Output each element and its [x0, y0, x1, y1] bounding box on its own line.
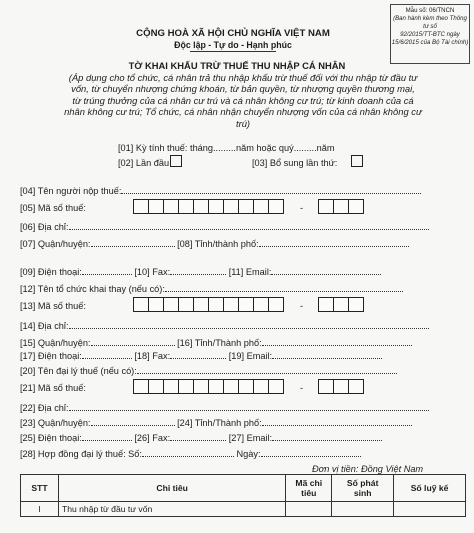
agency-contract-date-label: Ngày: — [236, 449, 261, 459]
tax-agent-line[interactable] — [137, 365, 397, 374]
tax-agent-address-line[interactable] — [69, 402, 429, 411]
address-label: [06] Địa chỉ: — [20, 222, 69, 232]
agent-district-label: [15] Quận/huyện: — [20, 338, 91, 348]
header-stt: STT — [21, 475, 59, 502]
tax-agent-province-line[interactable] — [262, 417, 412, 426]
agent-address-line[interactable] — [69, 320, 429, 329]
address-row[interactable] — [20, 221, 429, 232]
table-header-row — [21, 475, 466, 502]
national-motto: Độc lập - Tự do - Hạnh phúc — [174, 40, 292, 50]
tax-code-label: [05] Mã số thuế: — [20, 203, 86, 213]
form-code: Mẫu số: 06/TNCN — [405, 7, 455, 14]
tax-code-branch-cells[interactable] — [318, 199, 363, 214]
taxpayer-name-line[interactable] — [121, 185, 421, 194]
tax-agent-email-label: [27] Email: — [228, 433, 273, 443]
header-arising-line-1: Số phát — [346, 478, 379, 488]
tax-agent-address-row[interactable] — [20, 402, 429, 413]
row-cumulative-cell[interactable] — [394, 502, 466, 517]
agent-province-line[interactable] — [262, 337, 412, 346]
tax-period-field[interactable]: [01] Kỳ tính thuế: tháng.........năm hoặc quý.........năm — [118, 143, 335, 153]
header-cumulative: Số luỹ kế — [394, 475, 466, 502]
form-code-note-3: 15/6/2015 của Bộ Tài chính) — [391, 39, 469, 47]
agency-contract-number-label: [28] Hợp đồng đại lý thuế: Số: — [20, 449, 142, 459]
applicability-line-1: (Áp dụng cho tổ chức, cá nhân trả thu nhập khấu trừ thuế đối với thu nhập từ đầu tư — [68, 72, 418, 83]
agent-org-line[interactable] — [165, 283, 403, 292]
agent-tax-code-cells[interactable] — [133, 297, 283, 312]
currency-unit-note: Đơn vị tiền: Đồng Việt Nam — [312, 464, 424, 474]
agent-address-label: [14] Địa chỉ: — [20, 321, 69, 331]
district-line[interactable] — [91, 238, 175, 247]
agent-org-row[interactable] — [20, 283, 403, 294]
applicability-line-3: từ trúng thưởng của cá nhân cư trú và cá nhân không cư trú; từ kinh doanh của cá — [72, 94, 414, 106]
applicability-note — [20, 72, 466, 129]
country-name: CỘNG HOÀ XÃ HỘI CHỦ NGHĨA VIỆT NAM — [136, 28, 330, 39]
phone-label: [09] Điện thoại: — [20, 267, 82, 277]
email-line[interactable] — [271, 266, 381, 275]
header-indicator: Chỉ tiêu — [58, 475, 285, 502]
row-code-cell[interactable] — [286, 502, 332, 517]
supplement-label: [03] Bổ sung lần thứ: — [252, 158, 338, 168]
tax-agent-code-label: [21] Mã số thuế: — [20, 383, 86, 393]
indicator-table — [20, 474, 466, 517]
header-arising-line-2: sinh — [353, 488, 372, 498]
form-code-note-2: 92/2015/TT-BTC ngày — [400, 31, 460, 39]
tax-agent-address-label: [22] Địa chỉ: — [20, 403, 69, 413]
tax-agent-fax-line[interactable] — [170, 432, 226, 441]
agent-fax-line[interactable] — [170, 350, 226, 359]
tax-code-dash: - — [300, 203, 304, 213]
taxpayer-name-row[interactable] — [20, 185, 421, 196]
tax-agent-fax-label: [26] Fax: — [134, 433, 171, 443]
address-line[interactable] — [69, 221, 429, 230]
first-time-checkbox[interactable] — [170, 155, 182, 167]
header-code-line-2: tiêu — [301, 488, 317, 498]
agent-district-row[interactable] — [20, 337, 412, 348]
agent-address-row[interactable] — [20, 320, 429, 331]
agent-contact-row[interactable] — [20, 350, 382, 361]
agent-tax-code-dash: - — [300, 301, 304, 311]
row-arising-cell[interactable] — [332, 502, 394, 517]
agent-fax-label: [18] Fax: — [134, 351, 171, 361]
supplement-checkbox[interactable] — [351, 155, 363, 167]
header-code-line-1: Mã chỉ — [295, 478, 323, 488]
row-stt: I — [21, 502, 59, 517]
agency-contract-date-line[interactable] — [261, 448, 361, 457]
applicability-line-2: vốn, từ chuyển nhượng chứng khoán, từ bản quyền, từ nhượng quyền thương mại, — [71, 83, 415, 95]
header-arising — [332, 475, 394, 502]
header-indicator-code — [286, 475, 332, 502]
tax-agent-code-dash: - — [300, 383, 304, 393]
province-label: [08] Tỉnh/thành phố: — [177, 239, 259, 249]
agency-contract-number-line[interactable] — [142, 448, 234, 457]
agent-province-label: [16] Tỉnh/Thành phố: — [177, 338, 262, 348]
applicability-line-5: trú) — [235, 117, 251, 129]
form-code-note-1: (Ban hành kèm theo Thông tư số — [393, 15, 467, 31]
tax-agent-district-line[interactable] — [91, 417, 175, 426]
table-row — [21, 502, 466, 517]
tax-agent-row[interactable] — [20, 365, 397, 376]
applicability-line-4: nhân không cư trú; Tổ chức, cá nhân nhận chuyển nhượng vốn của cá nhân không cư — [64, 106, 422, 118]
tax-agent-contact-row[interactable] — [20, 432, 382, 443]
agent-email-line[interactable] — [272, 350, 382, 359]
tax-code-cells[interactable] — [133, 199, 283, 214]
tax-agent-code-branch-cells[interactable] — [318, 379, 363, 394]
tax-agent-province-label: [24] Tỉnh/Thành phố: — [177, 418, 262, 428]
tax-agent-district-row[interactable] — [20, 417, 412, 428]
motto-underline — [190, 51, 276, 52]
fax-label: [10] Fax: — [134, 267, 171, 277]
email-label: [11] Email: — [228, 267, 272, 277]
contact-row[interactable] — [20, 266, 381, 277]
form-code-box — [390, 4, 470, 64]
phone-line[interactable] — [82, 266, 132, 275]
agency-contract-row[interactable] — [20, 448, 361, 459]
row-indicator: Thu nhập từ đầu tư vốn — [58, 502, 285, 517]
agent-email-label: [19] Email: — [228, 351, 273, 361]
fax-line[interactable] — [170, 266, 226, 275]
first-time-label: [02] Lần đầu — [118, 158, 170, 168]
tax-agent-label: [20] Tên đại lý thuế (nếu có): — [20, 366, 137, 376]
agent-tax-code-label: [13] Mã số thuế: — [20, 301, 86, 311]
agent-tax-code-branch-cells[interactable] — [318, 297, 363, 312]
agent-district-line[interactable] — [91, 337, 175, 346]
tax-agent-phone-line[interactable] — [82, 432, 132, 441]
tax-agent-phone-label: [25] Điện thoại: — [20, 433, 82, 443]
agent-org-label: [12] Tên tổ chức khai thay (nếu có): — [20, 284, 165, 294]
district-label: [07] Quận/huyện: — [20, 239, 91, 249]
tax-agent-district-label: [23] Quận/huyện: — [20, 418, 91, 428]
province-line[interactable] — [259, 238, 409, 247]
taxpayer-name-label: [04] Tên người nộp thuế: — [20, 186, 122, 196]
district-province-row[interactable] — [20, 238, 409, 249]
agent-phone-line[interactable] — [82, 350, 132, 359]
tax-agent-email-line[interactable] — [272, 432, 382, 441]
tax-agent-code-cells[interactable] — [133, 379, 283, 394]
agent-phone-label: [17] Điện thoại: — [20, 351, 82, 361]
form-title: TỜ KHAI KHẤU TRỪ THUẾ THU NHẬP CÁ NHÂN — [128, 60, 346, 71]
